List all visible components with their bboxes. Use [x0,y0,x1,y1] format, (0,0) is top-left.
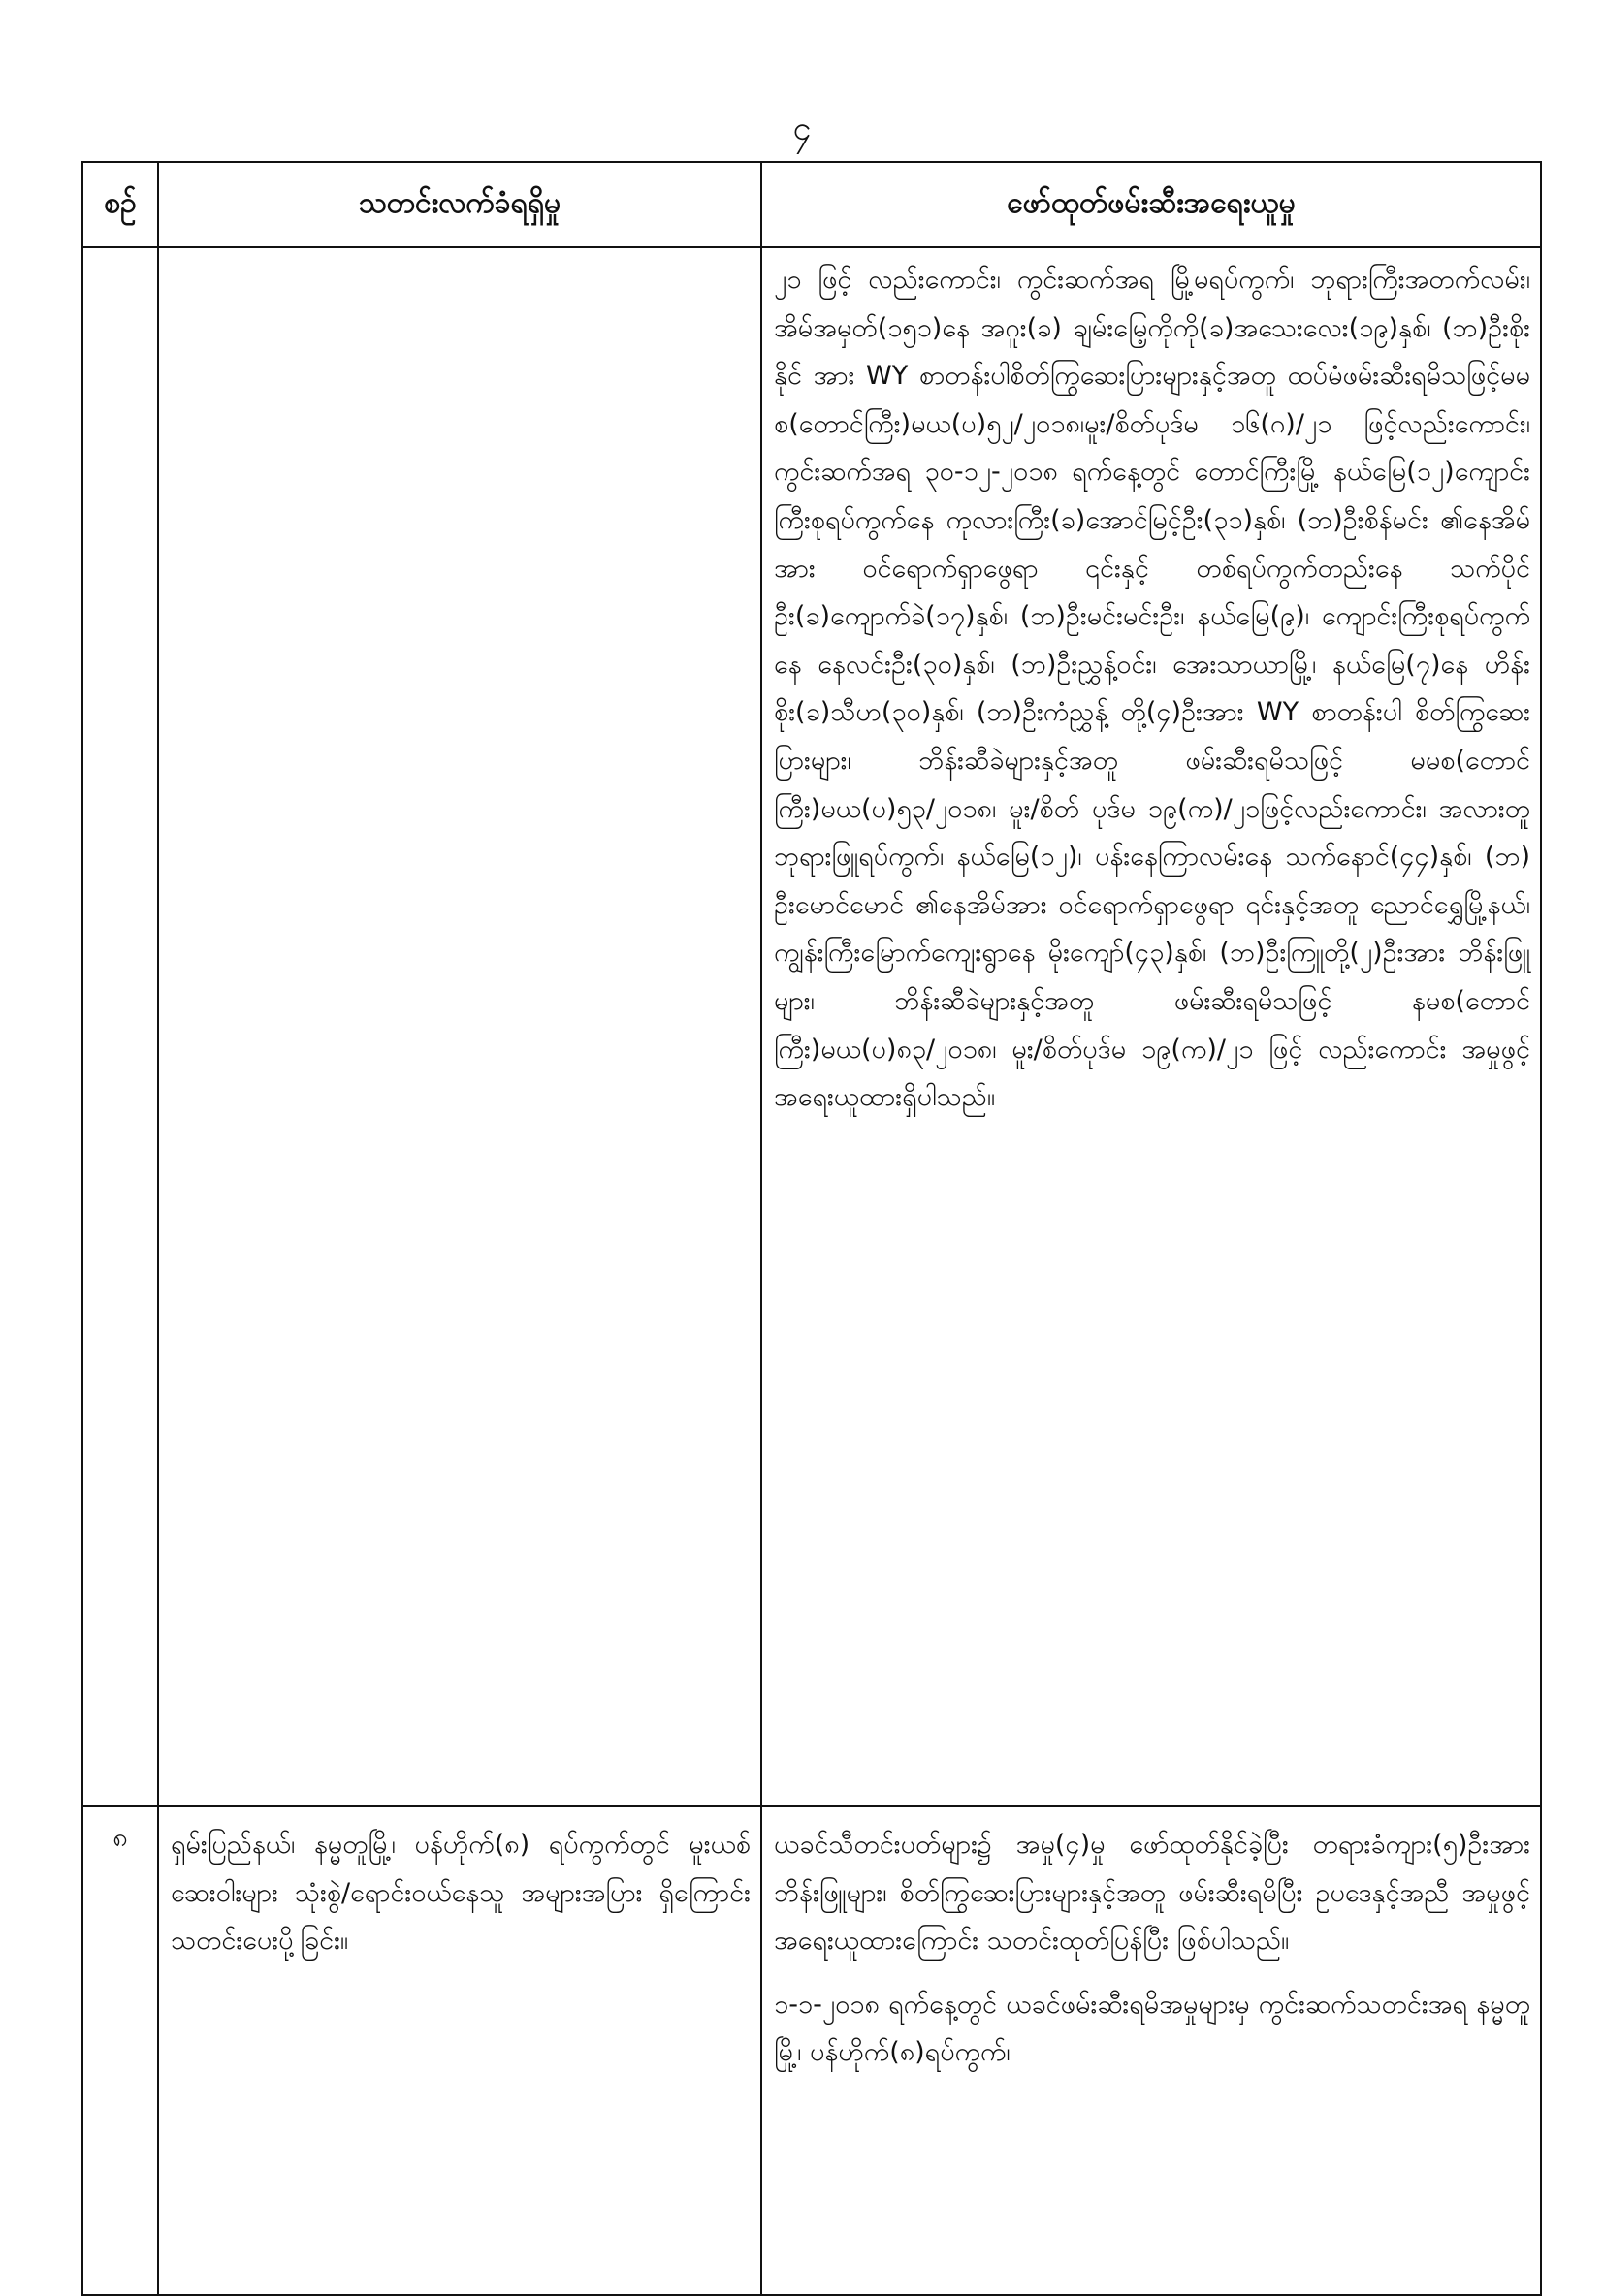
action-paragraph: ၂၁ ဖြင့် လည်းကောင်း၊ ကွင်းဆက်အရ မြို့မရပ်ကွက်၊ ဘုရားကြီးအတက်လမ်း၊ အိမ်အမှတ်(၁၅၁)နေ အဂူး(ခ) ချမ်းမြေ့ကိုကို(ခ)အသေးလေး(၁၉)နှစ်၊ (ဘ)ဦးစိုးနိုင် အား WY စာတန်းပါစိတ်ကြွဆေးပြားများနှင့်အတူ ထပ်မံဖမ်းဆီးရမိသဖြင့်မမစ(တောင်ကြီး)မယ(ပ)၅၂/၂၀၁၈၊မူး/စိတ်ပုဒ်မ ၁၆(ဂ)/၂၁ ဖြင့်လည်းကောင်း၊ ကွင်းဆက်အရ ၃၀-၁၂-၂၀၁၈ ရက်နေ့တွင် တောင်ကြီးမြို့ နယ်မြေ(၁၂)ကျောင်းကြီးစုရပ်ကွက်နေ ကုလားကြီး(ခ)အောင်မြင့်ဦး(၃၁)နှစ်၊ (ဘ)ဦးစိန်မင်း ၏နေအိမ်အား ဝင်ရောက်ရှာဖွေရာ ၎င်းနှင့် တစ်ရပ်ကွက်တည်းနေ သက်ပိုင်ဦး(ခ)ကျောက်ခဲ(၁၇)နှစ်၊ (ဘ)ဦးမင်းမင်းဦး၊ နယ်မြေ(၉)၊ ကျောင်းကြီးစုရပ်ကွက်နေ နေလင်းဦး(၃၀)နှစ်၊ (ဘ)ဦးညွှန့်ဝင်း၊ အေးသာယာမြို့၊ နယ်မြေ(၇)နေ ဟိန်းစိုး(ခ)သီဟ(၃၀)နှစ်၊ (ဘ)ဦးကံညွှန့် တို့(၄)ဦးအား WY စာတန်းပါ စိတ်ကြွဆေးပြားများ၊ ဘိန်းဆီခဲများနှင့်အတူ ဖမ်းဆီးရမိသဖြင့် မမစ(တောင်ကြီး)မယ(ပ)၅၃/၂၀၁၈၊ မူး/စိတ် ပုဒ်မ ၁၉(က)/၂၁ဖြင့်လည်းကောင်း၊ အလားတူ ဘုရားဖြူရပ်ကွက်၊ နယ်မြေ(၁၂)၊ ပန်းနေကြာလမ်းနေ သက်နောင်(၄၄)နှစ်၊ (ဘ) ဦးမောင်မောင် ၏နေအိမ်အား ဝင်ရောက်ရှာဖွေရာ ၎င်းနှင့်အတူ ညောင်ရွှေမြို့နယ်၊ ကျွန်းကြီးမြောက်ကျေးရွာနေ မိုးကျော်(၄၃)နှစ်၊ (ဘ)ဦးကြူတို့(၂)ဦးအား ဘိန်းဖြူများ၊ ဘိန်းဆီခဲများနှင့်အတူ ဖမ်းဆီးရမိသဖြင့် နမစ(တောင်ကြီး)မယ(ပ)၈၃/၂၀၁၈၊ မူး/စိတ်ပုဒ်မ ၁၉(က)/၂၁ ဖြင့် လည်းကောင်း အမှုဖွင့် အရေးယူထားရှိပါသည်။ [774,265,1530,1113]
page-number: ၄ [792,110,812,148]
table-row [82,1806,1541,2295]
action-cell [761,247,1541,1806]
header-information: သတင်းလက်ခံရရှိမှု [158,162,761,247]
header-action: ဖော်ထုတ်ဖမ်းဆီးအရေးယူမှု [761,162,1541,247]
row-number: ၈ [82,1806,158,2295]
report-table [81,161,1542,2296]
header-no: စဉ် [82,162,158,247]
information-cell [158,247,761,1806]
action-paragraph: ယခင်သီတင်းပတ်များ၌ အမှု(၄)မှု ဖော်ထုတ်နိုင်ခဲ့ပြီး တရားခံကျား(၅)ဦးအား ဘိန်းဖြူများ၊ စိတ်ကြွဆေးပြားများနှင့်အတူ ဖမ်းဆီးရမိပြီး ဥပဒေနှင့်အညီ အမှုဖွင့်အရေးယူထားကြောင်း သတင်းထုတ်ပြန်ပြီး ဖြစ်ပါသည်။ [774,1830,1530,1957]
row-number [82,247,158,1806]
table-row [82,247,1541,1806]
action-paragraph: ၁-၁-၂၀၁၈ ရက်နေ့တွင် ယခင်ဖမ်းဆီးရမိအမှုများမှ ကွင်းဆက်သတင်းအရ နမ္မတူမြို့၊ ပန်ဟိုက်(၈)ရပ်ကွက်၊ [774,1989,1530,2068]
information-cell: ရှမ်းပြည်နယ်၊ နမ္မတူမြို့၊ ပန်ဟိုက်(၈) ရပ်ကွက်တွင် မူးယစ်ဆေးဝါးများ သုံးစွဲ/ရောင်းဝယ်နေသူ အများအပြား ရှိကြောင်း သတင်းပေးပို့ခြင်း။ [158,1806,761,2295]
table-header-row [82,162,1541,247]
action-cell [761,1806,1541,2295]
